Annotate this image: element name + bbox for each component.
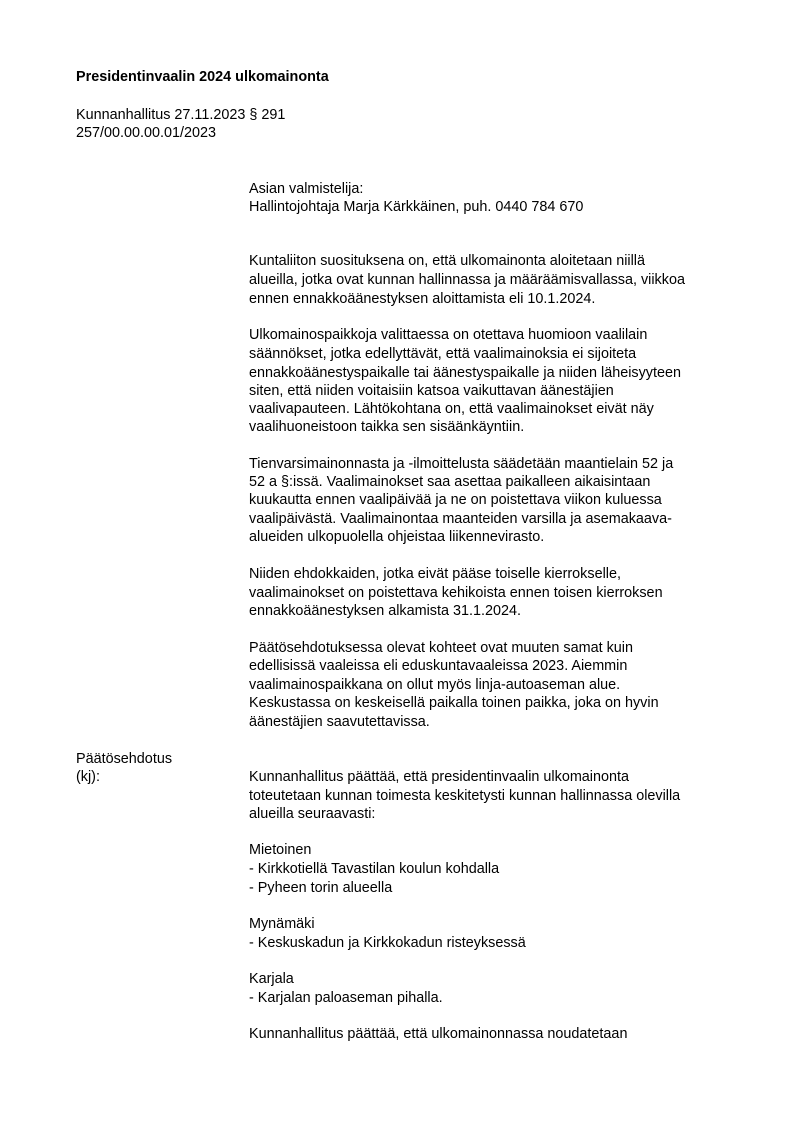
paragraph-5-line: vaalimainospaikkana on ollut myös linja-autoaseman alue. (249, 677, 621, 693)
proposal-line: Kunnanhallitus päättää, että presidentinvaalin ulkomainonta (249, 769, 630, 785)
location-name: Mynämäki (249, 916, 315, 932)
paragraph-3-line: alueiden ulkopuolella ohjeistaa liikennevirasto. (249, 529, 545, 545)
proposal-sublabel: (kj): (76, 769, 100, 785)
diary-number: 257/00.00.00.01/2023 (76, 125, 217, 141)
location-name: Karjala (249, 971, 294, 987)
paragraph-2-line: ennakkoäänestyspaikalle tai äänestyspaikalle ja niiden läheisyyteen (249, 365, 682, 381)
location-name: Mietoinen (249, 842, 312, 858)
preparer-label: Asian valmistelija: (249, 181, 364, 197)
paragraph-3-line: kuukautta ennen vaalipäivää ja ne on poistettava viikon kuluessa (249, 492, 662, 508)
paragraph-4-line: Niiden ehdokkaiden, jotka eivät pääse toiselle kierrokselle, (249, 566, 621, 582)
paragraph-2-line: siten, että niiden voitaisiin katsoa vaikuttavan äänestäjien (249, 383, 614, 399)
paragraph-1-line: Kuntaliiton suosituksena on, että ulkomainonta aloitetaan niillä (249, 253, 646, 269)
meeting-reference: Kunnanhallitus 27.11.2023 § 291 (76, 107, 286, 123)
proposal-line: toteutetaan kunnan toimesta keskitetysti kunnan hallinnassa olevilla (249, 788, 681, 804)
paragraph-2-line: vaalivapauteen. Lähtökohtana on, että vaalimainokset eivät näy (249, 401, 654, 417)
closing-line: Kunnanhallitus päättää, että ulkomainonnassa noudatetaan (249, 1026, 628, 1042)
paragraph-2-line: vaalihuoneistoon taikka sen sisäänkäyntiin. (249, 419, 525, 435)
location-item: - Kirkkotiellä Tavastilan koulun kohdalla (249, 861, 500, 877)
location-item: - Keskuskadun ja Kirkkokadun risteyksessä (249, 935, 526, 951)
paragraph-3-line: 52 a §:issä. Vaalimainokset saa asettaa paikalleen aikaisintaan (249, 474, 651, 490)
paragraph-5-line: äänestäjien saavutettavissa. (249, 714, 430, 730)
paragraph-3-line: vaalipäivästä. Vaalimainontaa maanteiden varsilla ja asemakaava- (249, 511, 672, 527)
proposal-line: alueilla seuraavasti: (249, 806, 376, 822)
preparer-name: Hallintojohtaja Marja Kärkkäinen, puh. 0440 784 670 (249, 199, 584, 215)
paragraph-2-line: Ulkomainospaikkoja valittaessa on otettava huomioon vaalilain (249, 327, 648, 343)
location-item: - Pyheen torin alueella (249, 880, 393, 896)
paragraph-5-line: Päätösehdotuksessa olevat kohteet ovat muuten samat kuin (249, 640, 633, 656)
page-title: Presidentinvaalin 2024 ulkomainonta (76, 69, 329, 85)
paragraph-5-line: Keskustassa on keskeisellä paikalla toinen paikka, joka on hyvin (249, 695, 659, 711)
paragraph-3-line: Tienvarsimainonnasta ja -ilmoittelusta säädetään maantielain 52 ja (249, 456, 674, 472)
paragraph-5-line: edellisissä vaaleissa eli eduskuntavaaleissa 2023. Aiemmin (249, 658, 628, 674)
paragraph-4-line: ennakkoäänestyksen alkamista 31.1.2024. (249, 603, 522, 619)
paragraph-2-line: säännökset, jotka edellyttävät, että vaalimainoksia ei sijoiteta (249, 346, 637, 362)
location-item: - Karjalan paloaseman pihalla. (249, 990, 443, 1006)
proposal-label: Päätösehdotus (76, 751, 173, 767)
paragraph-1-line: alueilla, jotka ovat kunnan hallinnassa ja määräämisvallassa, viikkoa (249, 272, 685, 288)
paragraph-4-line: vaalimainokset on poistettava kehikoista ennen toisen kierroksen (249, 585, 663, 601)
paragraph-1-line: ennen ennakkoäänestyksen aloittamista eli 10.1.2024. (249, 291, 596, 307)
